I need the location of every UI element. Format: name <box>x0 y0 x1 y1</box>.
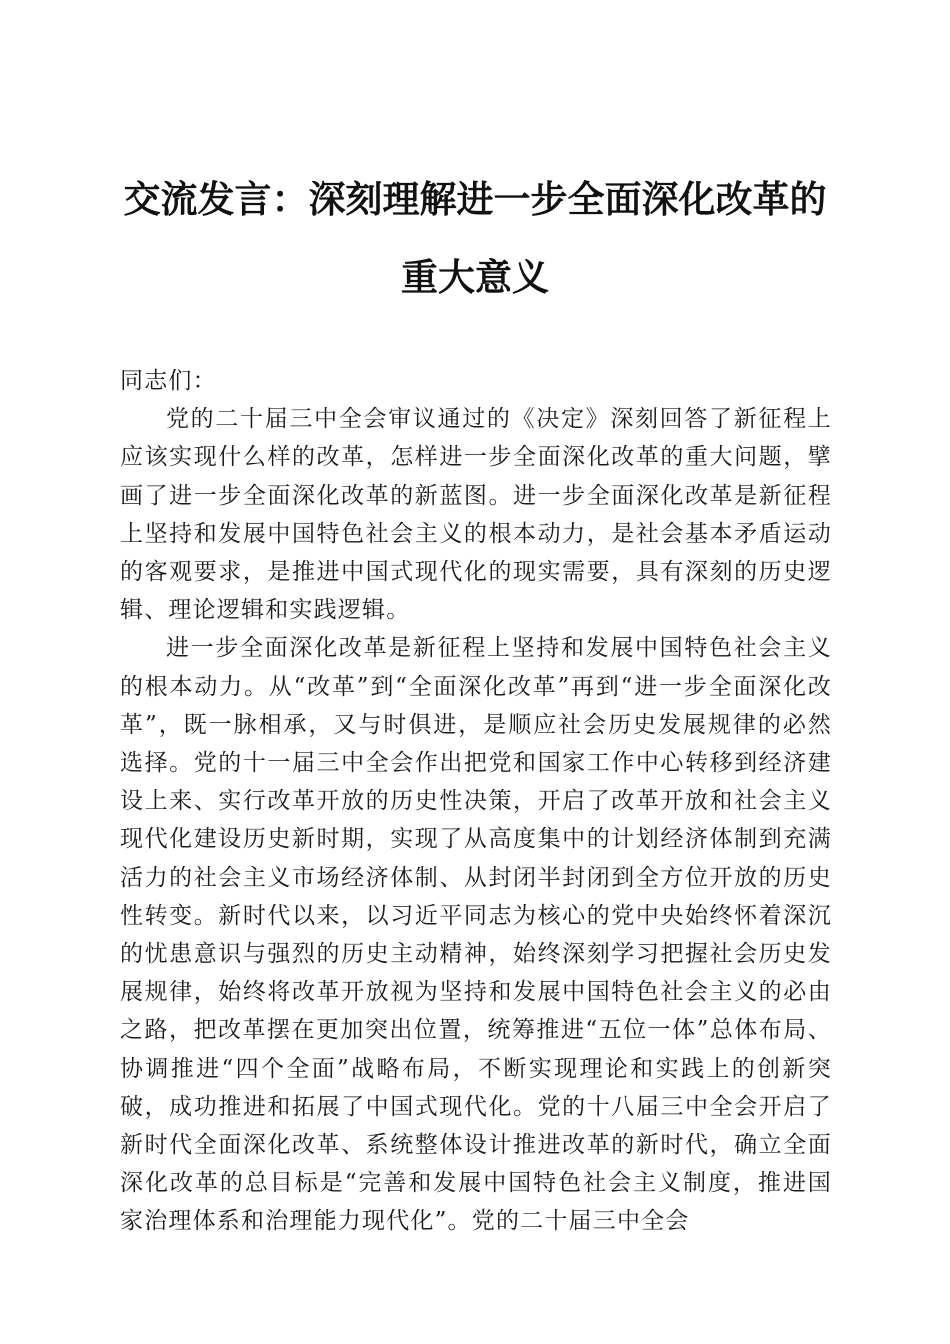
paragraph-2: 进一步全面深化改革是新征程上坚持和发展中国特色社会主义的根本动力。从“改革”到“全面深化改革”再到“进一步全面深化改革”，既一脉相承，又与时俱进，是顺应社会历史发展规律的必然选择。党的十一届三中全会作出把党和国家工作中心转移到经济建设上来、实行改革开放的历史性决策，开启了改革开放和社会主义现代化建设历史新时期，实现了从高度集中的计划经济体制到充满活力的社会主义市场经济体制、从封闭半封闭到全方位开放的历史性转变。新时代以来，以习近平同志为核心的党中央始终怀着深沉的忧患意识与强烈的历史主动精神，始终深刻学习把握社会历史发展规律，始终将改革开放视为坚持和发展中国特色社会主义的必由之路，把改革摆在更加突出位置，统筹推进“五位一体”总体布局、协调推进“四个全面”战略布局，不断实现理论和实践上的创新突破，成功推进和拓展了中国式现代化。党的十八届三中全会开启了新时代全面深化改革、系统整体设计推进改革的新时代，确立全面深化改革的总目标是“完善和发展中国特色社会主义制度，推进国家治理体系和治理能力现代化”。党的二十届三中全会 <box>120 635 832 1235</box>
document-body <box>120 362 832 1241</box>
document-title: 交流发言：深刻理解进一步全面深化改革的重大意义 <box>123 177 827 299</box>
salutation: 同志们： <box>120 368 217 394</box>
paragraph-1: 党的二十届三中全会审议通过的《决定》深刻回答了新征程上应该实现什么样的改革，怎样进一步全面深化改革的重大问题，擘画了进一步全面深化改革的新蓝图。进一步全面深化改革是新征程上坚持和发展中国特色社会主义的根本动力，是社会基本矛盾运动的客观要求，是推进中国式现代化的现实需要，具有深刻的历史逻辑、理论逻辑和实践逻辑。 <box>120 406 832 624</box>
